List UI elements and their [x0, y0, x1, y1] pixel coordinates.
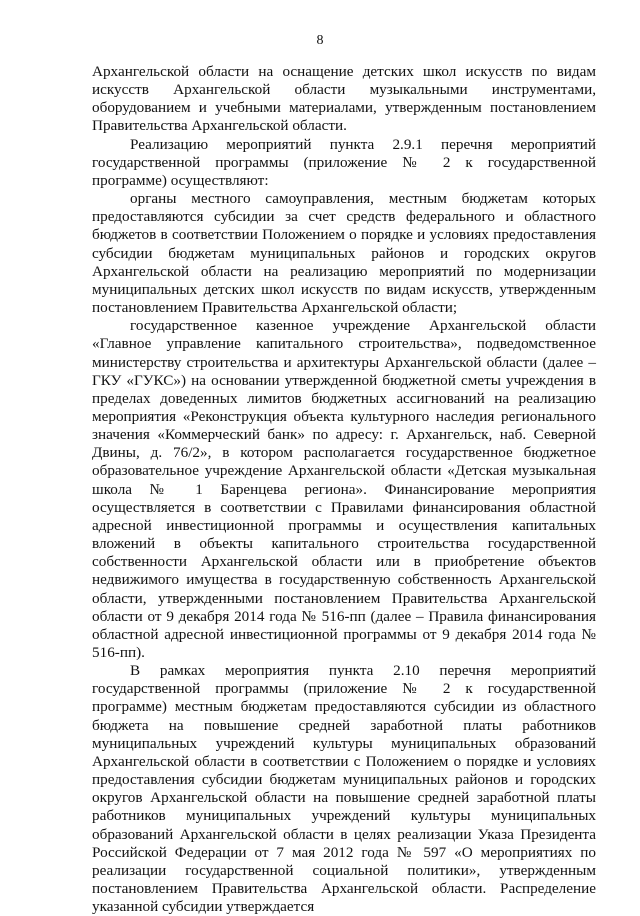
- page-number: 8: [316, 33, 324, 48]
- document-body: [92, 63, 596, 916]
- paragraph-measure-2-10: В рамках мероприятия пункта 2.10 перечня мероприятий государственной программы (приложение № 2 к государственной программе) местным бюджетам предоставляются субсидии из областного бюджета на повышение средней заработной платы работников муниципальных учреждений культуры муниципальных образований Архангельской области в соответствии с Положением о порядке и условиях предоставления субсидии бюджетам муниципальных районов и городских округов Архангельской области на повышение средней заработной платы работников муниципальных учреждений культуры муниципальных образований Архангельской области в целях реализации Указа Президента Российской Федерации от 7 мая 2012 года № 597 «О мероприятиях по реализации государственной социальной политики», утвержденным постановлением Правительства Архангельской области. Распределение указанной субсидии утверждается: [92, 662, 596, 916]
- paragraph-gku-guks: государственное казенное учреждение Архангельской области «Главное управление капитального строительства», подведомственное министерству строительства и архитектуры Архангельской области (далее – ГКУ «ГУКС») на основании утвержденной бюджетной сметы учреждения в пределах доведенных лимитов бюджетных ассигнований на реализацию мероприятия «Реконструкция объекта культурного наследия регионального значения «Коммерческий банк» по адресу: г. Архангельск, наб. Северной Двины, д. 76/2», в котором располагается государственное бюджетное образовательное учреждение Архангельской области «Детская музыкальная школа № 1 Баренцева региона». Финансирование мероприятия осуществляется в соответствии с Правилами финансирования областной адресной инвестиционной программы и осуществления капитальных вложений в объекты капитального строительства государственной собственности Архангельской области или в приобретение объектов недвижимого имущества в государственную собственность Архангельской области, утвержденными постановлением Правительства Архангельской области от 9 декабря 2014 года № 516-пп (далее – Правила финансирования областной адресной инвестиционной программы от 9 декабря 2014 года № 516-пп).: [92, 317, 596, 661]
- paragraph-continuation: Архангельской области на оснащение детских школ искусств по видам искусств Архангельской области музыкальными инструментами, оборудованием и учебными материалами, утвержденным постановлением Правительства Архангельской области.: [92, 63, 596, 135]
- paragraph-implementation-2-9-1: Реализацию мероприятий пункта 2.9.1 перечня мероприятий государственной программы (приложение № 2 к государственной программе) осуществляют:: [92, 135, 596, 189]
- paragraph-local-authorities: органы местного самоуправления, местным бюджетам которых предоставляются субсидии за счет средств федерального и областного бюджетов в соответствии Положением о порядке и условиях предоставления субсидии бюджетам муниципальных районов и городских округов Архангельской области на реализацию мероприятий по модернизации муниципальных детских школ искусств по видам искусств, утвержденным постановлением Правительства Архангельской области;: [92, 190, 596, 317]
